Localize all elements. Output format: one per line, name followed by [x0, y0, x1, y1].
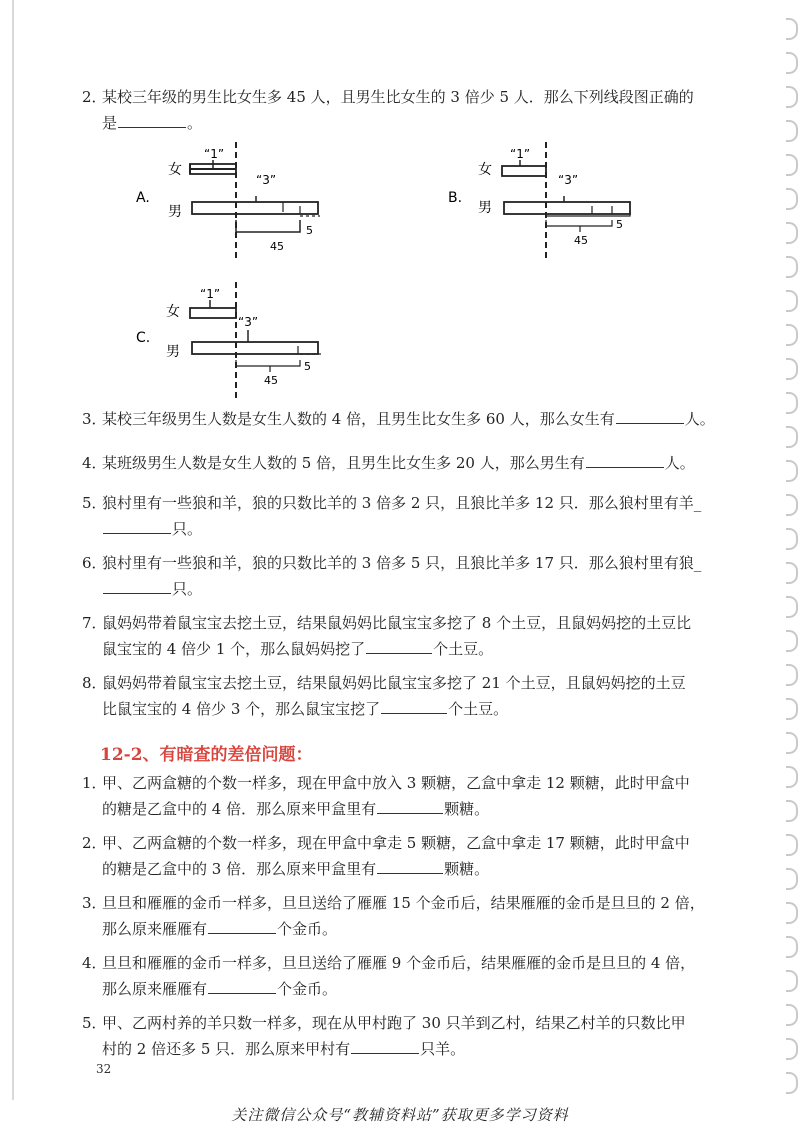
- diff-five: 5: [304, 360, 311, 373]
- answer-blank[interactable]: [586, 451, 664, 468]
- question-number: 7．: [82, 614, 107, 632]
- label-one: “1”: [204, 147, 225, 161]
- binder-ring: [786, 358, 798, 380]
- question-text-line2: 那么原来雁雁有: [102, 920, 208, 938]
- question-text: 旦旦和雁雁的金币一样多，旦旦送给了雁雁 9 个金币后，结果雁雁的金币是旦旦的 4 倍，: [102, 954, 696, 972]
- question-number: 8．: [82, 674, 107, 692]
- question-6: 6． 狼村里有一些狼和羊，狼的只数比羊的 3 倍多 5 只，且狼比羊多 17 只．那么狼村里有狼_ 只。: [102, 550, 722, 602]
- question-text: 甲、乙两盒糖的个数一样多，现在甲盒中放入 3 颗糖，乙盒中拿走 12 颗糖，此时甲盒中: [102, 774, 690, 792]
- answer-blank[interactable]: [377, 857, 443, 874]
- question-number: 3．: [82, 410, 107, 428]
- section-question-1: 1． 甲、乙两盒糖的个数一样多，现在甲盒中放入 3 颗糖，乙盒中拿走 12 颗糖，此时甲盒中 的糖是乙盒中的 4 倍．那么原来甲盒里有 颗糖。: [102, 770, 722, 822]
- binder-ring: [786, 630, 798, 652]
- label-one: “1”: [200, 287, 221, 301]
- answer-blank[interactable]: [103, 517, 171, 534]
- question-text: 甲、乙两村养的羊只数一样多，现在从甲村跑了 30 只羊到乙村，结果乙村羊的只数比甲: [102, 1014, 686, 1032]
- segment-diagram-a: [128, 140, 328, 260]
- section-question-4: 4． 旦旦和雁雁的金币一样多，旦旦送给了雁雁 9 个金币后，结果雁雁的金币是旦旦的 4 倍， 那么原来雁雁有 个金币。: [102, 950, 722, 1002]
- female-label: 女: [168, 162, 182, 178]
- page-edge: [12, 0, 14, 1100]
- question-5: 5． 狼村里有一些狼和羊，狼的只数比羊的 3 倍多 2 只，且狼比羊多 12 只．那么狼村里有羊_ 只。: [102, 490, 722, 542]
- question-number: 1．: [82, 774, 107, 792]
- binder-ring: [786, 120, 798, 142]
- binder-ring: [786, 1038, 798, 1060]
- binder-ring: [786, 256, 798, 278]
- option-b-label: B.: [448, 190, 463, 206]
- binder-ring: [786, 528, 798, 550]
- diff-45: 45: [264, 374, 278, 387]
- binder-ring: [786, 426, 798, 448]
- question-text: 某校三年级男生人数是女生人数的 4 倍，且男生比女生多 60 人，那么女生有: [102, 410, 615, 428]
- binder-ring: [786, 970, 798, 992]
- binder-ring: [786, 800, 798, 822]
- question-text-line2: 比鼠宝宝的 4 倍少 3 个，那么鼠宝宝挖了: [102, 700, 381, 718]
- answer-blank[interactable]: [616, 407, 684, 424]
- binder-ring: [786, 732, 798, 754]
- question-4: 4． 某班级男生人数是女生人数的 5 倍，且男生比女生多 20 人，那么男生有 人。: [102, 450, 722, 476]
- binder-ring: [786, 494, 798, 516]
- binder-ring: [786, 936, 798, 958]
- binder-ring: [786, 1004, 798, 1026]
- binder-ring: [786, 222, 798, 244]
- section-question-2: 2． 甲、乙两盒糖的个数一样多，现在甲盒中拿走 5 颗糖，乙盒中拿走 17 颗糖，此时甲盒中 的糖是乙盒中的 3 倍．那么原来甲盒里有 颗糖。: [102, 830, 722, 882]
- question-number: 3．: [82, 894, 107, 912]
- binder-ring: [786, 52, 798, 74]
- answer-blank[interactable]: [103, 577, 171, 594]
- binder-ring: [786, 766, 798, 788]
- label-three: “3”: [558, 173, 579, 187]
- answer-blank[interactable]: [366, 637, 432, 654]
- diff-45: 45: [270, 240, 284, 253]
- question-text: 鼠妈妈带着鼠宝宝去挖土豆，结果鼠妈妈比鼠宝宝多挖了 21 个土豆，且鼠妈妈挖的土豆: [102, 674, 686, 692]
- question-text: 某校三年级的男生比女生多 45 人，且男生比女生的 3 倍少 5 人．那么下列线段图正确的: [102, 88, 694, 106]
- binder-ring: [786, 902, 798, 924]
- binder-ring: [786, 596, 798, 618]
- binder-ring: [786, 86, 798, 108]
- question-text: 狼村里有一些狼和羊，狼的只数比羊的 3 倍多 5 只，且狼比羊多 17 只．那么狼村里有狼_: [102, 554, 702, 572]
- segment-diagram-c: [128, 280, 338, 400]
- answer-blank[interactable]: [118, 111, 186, 128]
- option-c-label: C.: [136, 330, 151, 346]
- question-text-line2: 鼠宝宝的 4 倍少 1 个，那么鼠妈妈挖了: [102, 640, 366, 658]
- diff-five: 5: [306, 224, 313, 237]
- question-text-line2: 是: [102, 114, 118, 132]
- segment-diagram-b: [440, 140, 650, 260]
- answer-blank[interactable]: [381, 697, 447, 714]
- male-label: 男: [168, 204, 182, 220]
- question-number: 2．: [82, 834, 107, 852]
- answer-blank[interactable]: [351, 1037, 419, 1054]
- binder-ring: [786, 834, 798, 856]
- binder-ring: [786, 868, 798, 890]
- section-question-3: 3． 旦旦和雁雁的金币一样多，旦旦送给了雁雁 15 个金币后，结果雁雁的金币是旦旦的 2 倍， 那么原来雁雁有 个金币。: [102, 890, 722, 942]
- question-number: 5．: [82, 1014, 107, 1032]
- section-heading: 12-2、有暗查的差倍问题：: [100, 745, 313, 765]
- binder-ring: [786, 392, 798, 414]
- male-label: 男: [166, 344, 180, 360]
- answer-blank[interactable]: [377, 797, 443, 814]
- binder-ring: [786, 290, 798, 312]
- label-one: “1”: [510, 147, 531, 161]
- binder-ring: [786, 188, 798, 210]
- binder-ring: [786, 664, 798, 686]
- label-three: “3”: [256, 173, 277, 187]
- male-label: 男: [478, 200, 492, 216]
- question-text-line2: 村的 2 倍还多 5 只．那么原来甲村有: [102, 1040, 351, 1058]
- diff-45: 45: [574, 234, 588, 247]
- binder-ring: [786, 698, 798, 720]
- question-number: 4．: [82, 954, 107, 972]
- footer-note: 关注微信公众号“教辅资料站”获取更多学习资料: [231, 1106, 569, 1124]
- binder-ring: [786, 1072, 798, 1094]
- question-number: 2．: [82, 88, 107, 106]
- question-8: 8． 鼠妈妈带着鼠宝宝去挖土豆，结果鼠妈妈比鼠宝宝多挖了 21 个土豆，且鼠妈妈挖的土豆 比鼠宝宝的 4 倍少 3 个，那么鼠宝宝挖了 个土豆。: [102, 670, 722, 722]
- page-number: 32: [96, 1062, 112, 1076]
- question-number: 6．: [82, 554, 107, 572]
- question-number: 5．: [82, 494, 107, 512]
- question-text: 某班级男生人数是女生人数的 5 倍，且男生比女生多 20 人，那么男生有: [102, 454, 585, 472]
- female-label: 女: [166, 304, 180, 320]
- question-text-line2: 的糖是乙盒中的 4 倍．那么原来甲盒里有: [102, 800, 377, 818]
- question-text: 狼村里有一些狼和羊，狼的只数比羊的 3 倍多 2 只，且狼比羊多 12 只．那么狼村里有羊_: [102, 494, 702, 512]
- binder-ring: [786, 324, 798, 346]
- question-3: 3． 某校三年级男生人数是女生人数的 4 倍，且男生比女生多 60 人，那么女生有 人。: [102, 406, 722, 432]
- answer-blank[interactable]: [208, 917, 276, 934]
- question-text: 鼠妈妈带着鼠宝宝去挖土豆，结果鼠妈妈比鼠宝宝多挖了 8 个土豆，且鼠妈妈挖的土豆比: [102, 614, 692, 632]
- question-text-line2: 的糖是乙盒中的 3 倍．那么原来甲盒里有: [102, 860, 377, 878]
- question-text: 甲、乙两盒糖的个数一样多，现在甲盒中拿走 5 颗糖，乙盒中拿走 17 颗糖，此时甲盒中: [102, 834, 690, 852]
- question-text-line2: 那么原来雁雁有: [102, 980, 208, 998]
- binder-ring: [786, 18, 798, 40]
- binder-rings: [780, 18, 798, 1098]
- binder-ring: [786, 562, 798, 584]
- answer-blank[interactable]: [208, 977, 276, 994]
- section-question-5: 5． 甲、乙两村养的羊只数一样多，现在从甲村跑了 30 只羊到乙村，结果乙村羊的只数比甲 村的 2 倍还多 5 只．那么原来甲村有 只羊。: [102, 1010, 722, 1062]
- option-a-label: A.: [136, 190, 150, 206]
- question-number: 4．: [82, 454, 107, 472]
- label-three: “3”: [238, 315, 259, 329]
- diff-five: 5: [616, 218, 623, 231]
- question-text: 旦旦和雁雁的金币一样多，旦旦送给了雁雁 15 个金币后，结果雁雁的金币是旦旦的 2 倍，: [102, 894, 705, 912]
- question-7: 7． 鼠妈妈带着鼠宝宝去挖土豆，结果鼠妈妈比鼠宝宝多挖了 8 个土豆，且鼠妈妈挖的土豆比 鼠宝宝的 4 倍少 1 个，那么鼠妈妈挖了 个土豆。: [102, 610, 722, 662]
- question-2: 2． 某校三年级的男生比女生多 45 人，且男生比女生的 3 倍少 5 人．那么下列线段图正确的 是 。: [102, 84, 722, 136]
- binder-ring: [786, 154, 798, 176]
- binder-ring: [786, 460, 798, 482]
- female-label: 女: [478, 162, 492, 178]
